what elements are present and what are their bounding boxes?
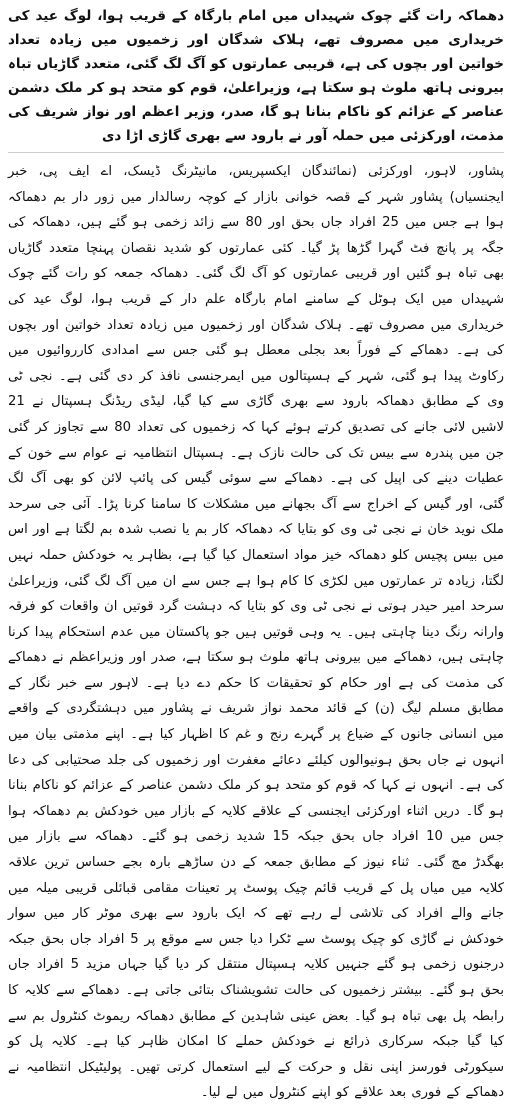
article-body: پشاور، لاہور، اورکزئی (نمائندگان ایکسپریس، مانیٹرنگ ڈیسک، اے ایف پی، خبر ایجنسیاں) پشاور شہر کے قصہ خوانی بازار کے کوچہ رسالدار میں زور دار بم دھماکہ ہوا ہے جس میں 25 افراد جاں بحق اور 80 سے زائد زخمی ہو گئے ہیں، دھماکہ کی جگہ پر پانچ فٹ گہرا گڑھا پڑ گیا۔ کئی عمارتوں کو شدید نقصان پہنچا متعدد گاڑیاں بھی تباہ ہو گئیں اور قریبی عمارتوں کو آگ لگ گئی۔ دھماکہ جمعہ کو رات گئے چوک شہیداں میں ایک ہوٹل کے سامنے امام بارگاہ علم دار کے قریب ہوا، لوگ عید کی خریداری میں مصروف تھے۔ ہلاک شدگان اور زخمیوں میں زیادہ تعداد خواتین اور بچوں کی ہے۔ دھماکے کے فوراً بعد بجلی معطل ہو گئی جس سے امدادی کارروائیوں میں رکاوٹ پیدا ہو گئی، شہر کے ہسپتالوں میں ایمرجنسی نافذ کر دی گئی ہے۔ نجی ٹی وی کے مطابق دھماکہ بارود سے بھری گاڑی سے کیا گیا، لیڈی ریڈنگ ہسپتال نے 21 لاشیں لائی جانے کی تصدیق کرتے ہوئے کہا کہ زخمیوں کی تعداد 80 سے تجاوز کر گئی جن میں پندرہ سے بیس تک کی حالت نازک ہے۔ ہسپتال انتظامیہ نے عوام سے خون کے عطیات دینے کی اپیل کی ہے۔ دھماکے سے سوئی گیس کی پائپ لائن کو بھی آگ لگ گئی، اور گیس کے اخراج سے آگ بجھانے میں مشکلات کا سامنا کرنا پڑا۔ آئی جی سرحد ملک نوید خان نے نجی ٹی وی کو بتایا کہ دھماکہ کار بم یا نصب شدہ بم لگتا ہے اور اس میں بیس پچیس کلو دھماکہ خیز مواد استعمال کیا گیا ہے، بظاہر یہ خودکش حملہ نہیں لگتا، زیادہ تر عمارتوں میں لکڑی کا کام ہوا ہے جس سے ان میں آگ لگ گئی، وزیراعلیٰ سرحد امیر حیدر ہوتی نے نجی ٹی وی کو بتایا کہ دہشت گرد قوتیں ان واقعات کو فرقہ وارانہ رنگ دینا چاہتی ہیں۔ یہ وہی قوتیں ہیں جو پاکستان میں عدم استحکام پیدا کرنا چاہتی ہیں، دھماکے میں بیرونی ہاتھ ملوث ہو سکتا ہے، صدر اور وزیراعظم نے دھماکے کی مذمت کی ہے اور حکام کو تحقیقات کا حکم دے دیا ہے۔ لاہور سے خبر نگار کے مطابق مسلم لیگ (ن) کے قائد محمد نواز شریف نے پشاور میں دہشتگردی کے واقعے میں انسانی جانوں کے ضیاع پر گہرے رنج و غم کا اظہار کیا ہے۔ اپنے مذمتی بیان میں انہوں نے جاں بحق ہونیوالوں کیلئے دعائے مغفرت اور زخمیوں کی جلد صحتیابی کی دعا کی ہے۔ انہوں نے کہا کہ قوم کو متحد ہو کر ملک دشمن عناصر کے عزائم کو ناکام بنانا ہو گا۔ دریں اثناء اورکزئی ایجنسی کے علاقے کلایہ کے بازار میں خودکش بم دھماکہ ہوا جس میں 10 افراد جاں بحق جبکہ 15 شدید زخمی ہو گئے۔ دھماکہ سے بازار میں بھگدڑ مچ گئی۔ ثناء نیوز کے مطابق جمعہ کے دن ساڑھے بارہ بجے حساس ترین علاقہ کلایہ میں میاں پل کے قریب قائم چیک پوسٹ پر تعینات مقامی قبائلی قریبی میلہ میں جانے والے افراد کی تلاشی لے رہے تھے کہ ایک بارود سے بھری موٹر کار میں سوار خودکش نے گاڑی کو چیک پوسٹ سے ٹکرا دیا جس سے موقع پر 5 افراد جاں بحق جبکہ درجنوں زخمی ہو گئے جنہیں کلایہ ہسپتال منتقل کر دیا گیا جہاں مزید 5 افراد جاں بحق ہو گئے۔ بیشتر زخمیوں کی حالت تشویشناک بتائی جاتی ہے۔ دھماکے سے کلایہ کا رابطہ پل بھی تباہ ہو گیا۔ بعض عینی شاہدین کے مطابق دھماکہ ریموٹ کنٹرول بم سے کیا گیا جبکہ سرکاری ذرائع نے خودکش حملے کا امکان ظاہر کیا ہے۔ کلایہ پل کو سیکورٹی فورسز اپنی نقل و حرکت کے لیے استعمال کرتی تھیں۔ پولیٹیکل انتظامیہ نے دھماکے کے فوری بعد علاقے کو اپنے کنٹرول میں لے لیا۔ (8, 164, 504, 1101)
article-headline: دھماکہ رات گئے چوک شہیداں میں امام بارگاہ کے قریب ہوا، لوگ عید کی خریداری میں مصروف تھے، ہلاک شدگان اور زخمیوں میں زیادہ تعداد خواتین اور بچوں کی ہے، قریبی عمارتوں کو آگ لگ گئی، متعدد گاڑیاں تباہ بیرونی ہاتھ ملوث ہو سکتا ہے، وزیراعلیٰ، قوم کو متحد ہو کر ملک دشمن عناصر کے عزائم کو ناکام بنانا ہو گا، صدر، وزیر اعظم اور نواز شریف کی مذمت، اورکزئی میں حملہ آور نے بارود سے بھری گاڑی اڑا دی (8, 4, 504, 153)
